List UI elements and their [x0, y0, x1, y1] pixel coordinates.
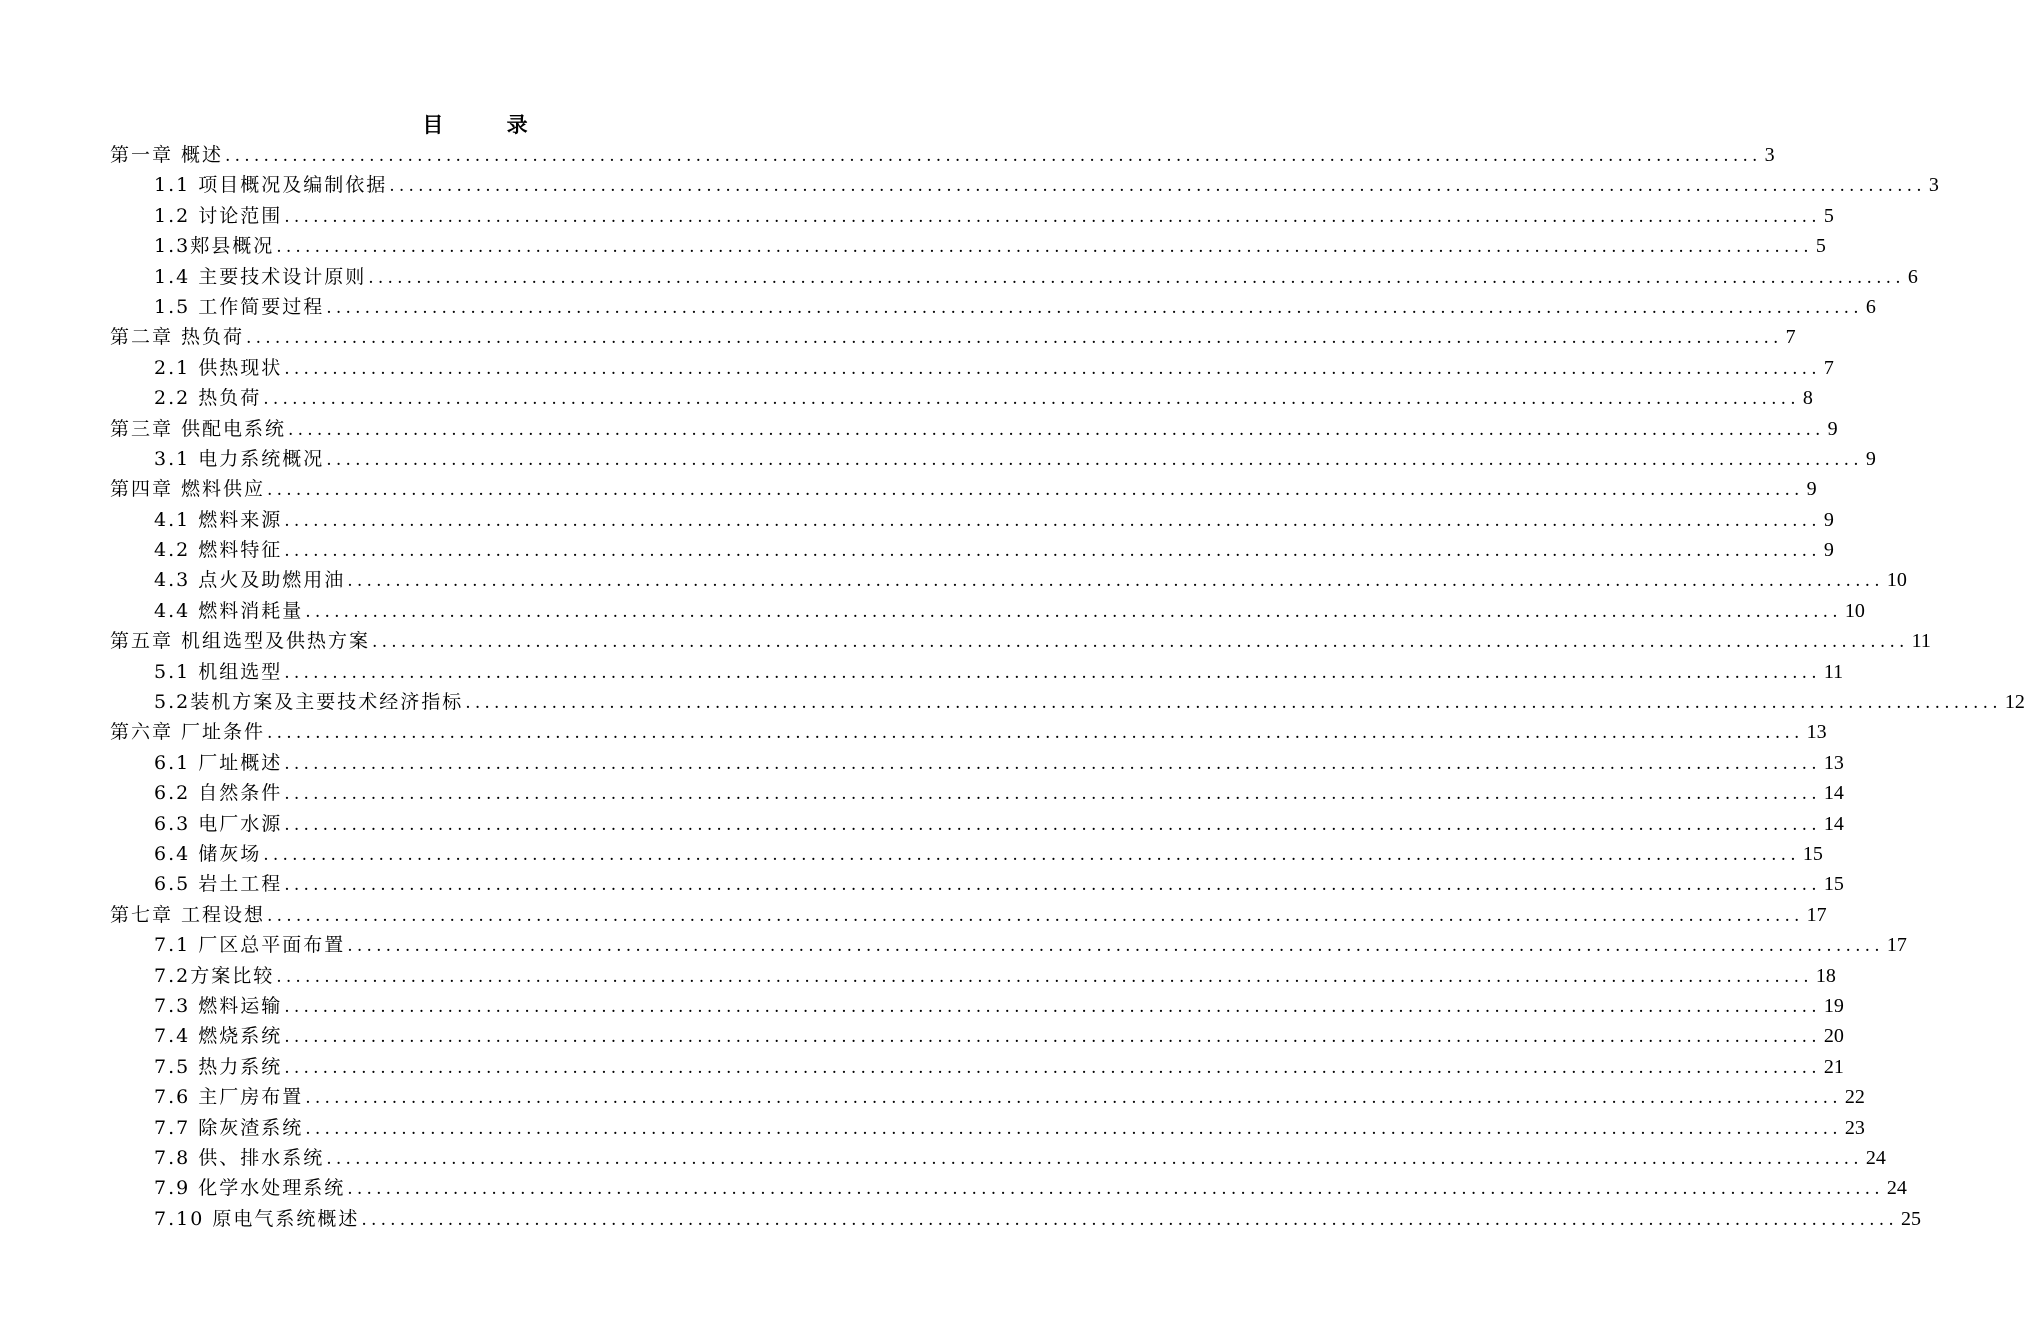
- toc-dot-leader: ................................................................................................................................................................: [284, 875, 1821, 896]
- toc-entry-label: 7.5 热力系统: [154, 1055, 283, 1078]
- toc-dot-leader: ................................................................................................................................................................: [305, 1088, 1842, 1109]
- toc-chapter-entry[interactable]: [110, 900, 1827, 930]
- toc-section-entry[interactable]: [110, 1173, 1907, 1203]
- toc-dot-leader: ................................................................................................................................................................: [326, 1148, 1863, 1169]
- toc-dot-leader: ................................................................................................................................................................: [389, 176, 1926, 197]
- toc-entry-label: 5.2装机方案及主要技术经济指标: [154, 691, 464, 714]
- toc-section-entry[interactable]: [110, 1052, 1844, 1082]
- toc-page-number: 9: [1823, 508, 1834, 531]
- toc-section-entry[interactable]: [110, 292, 1876, 322]
- toc-page-number: 22: [1844, 1086, 1865, 1109]
- toc-section-entry[interactable]: [110, 565, 1907, 595]
- toc-entry-label: 7.7 除灰渣系统: [154, 1116, 304, 1139]
- toc-section-entry[interactable]: [110, 596, 1865, 626]
- toc-entry-label: 4.3 点火及助燃用油: [154, 569, 346, 592]
- toc-entry-label: 4.4 燃料消耗量: [154, 599, 304, 622]
- toc-page-number: 13: [1823, 751, 1844, 774]
- toc-page-number: 9: [1806, 478, 1817, 501]
- toc-page-number: 18: [1815, 964, 1836, 987]
- toc-section-entry[interactable]: [110, 1113, 1865, 1143]
- toc-dot-leader: ................................................................................................................................................................: [326, 449, 1863, 470]
- toc-dot-leader: ................................................................................................................................................................: [276, 966, 1813, 987]
- toc-entry-label: 6.1 厂址概述: [154, 751, 283, 774]
- toc-entry-label: 第二章 热负荷: [110, 326, 245, 349]
- toc-section-entry[interactable]: [110, 809, 1844, 839]
- toc-page-number: 9: [1827, 417, 1838, 440]
- toc-entry-label: 第一章 概述: [110, 144, 224, 166]
- toc-entry-label: 7.2方案比较: [154, 964, 275, 987]
- toc-dot-leader: ................................................................................................................................................................: [368, 267, 1905, 288]
- toc-dot-leader: ................................................................................................................................................................: [225, 146, 1762, 166]
- toc-dot-leader: ................................................................................................................................................................: [326, 297, 1863, 318]
- toc-entry-label: 7.4 燃烧系统: [154, 1025, 283, 1048]
- toc-section-entry[interactable]: [110, 869, 1844, 899]
- toc-entry-label: 6.3 电厂水源: [154, 812, 283, 835]
- toc-entry-label: 7.1 厂区总平面布置: [154, 934, 346, 957]
- toc-section-entry[interactable]: [110, 201, 1834, 231]
- toc-dot-leader: ................................................................................................................................................................: [284, 814, 1821, 835]
- toc-dot-leader: ................................................................................................................................................................: [284, 541, 1821, 562]
- toc-dot-leader: ................................................................................................................................................................: [465, 693, 2002, 714]
- toc-page-number: 13: [1806, 721, 1827, 744]
- toc-entry-label: 7.10 原电气系统概述: [154, 1207, 360, 1230]
- toc-entry-label: 5.1 机组选型: [154, 660, 283, 683]
- toc-entry-label: 第七章 工程设想: [110, 903, 266, 926]
- toc-entry-label: 7.8 供、排水系统: [154, 1146, 325, 1169]
- toc-entry-label: 4.1 燃料来源: [154, 508, 283, 531]
- toc-dot-leader: ................................................................................................................................................................: [361, 1209, 1898, 1230]
- toc-page-number: 7: [1823, 356, 1834, 379]
- toc-dot-leader: ................................................................................................................................................................: [284, 1057, 1821, 1078]
- toc-page-number: 19: [1823, 994, 1844, 1017]
- toc-dot-leader: ................................................................................................................................................................: [347, 1179, 1884, 1200]
- toc-section-entry[interactable]: [110, 961, 1836, 991]
- toc-dot-leader: ................................................................................................................................................................: [284, 1027, 1821, 1048]
- toc-entry-label: 7.9 化学水处理系统: [154, 1177, 346, 1200]
- toc-dot-leader: ................................................................................................................................................................: [284, 753, 1821, 774]
- toc-dot-leader: ................................................................................................................................................................: [284, 358, 1821, 379]
- toc-page-number: 24: [1886, 1177, 1907, 1200]
- toc-dot-leader: ................................................................................................................................................................: [284, 784, 1821, 805]
- toc-section-entry[interactable]: [110, 839, 1823, 869]
- toc-section-entry[interactable]: [110, 170, 1939, 200]
- toc-entry-label: 2.2 热负荷: [154, 387, 262, 410]
- toc-list: [110, 140, 2025, 1234]
- toc-dot-leader: ................................................................................................................................................................: [246, 328, 1783, 349]
- toc-dot-leader: ................................................................................................................................................................: [284, 206, 1821, 227]
- toc-section-entry[interactable]: [110, 231, 1826, 261]
- toc-page-number: 6: [1907, 265, 1918, 288]
- toc-section-entry[interactable]: [110, 444, 1876, 474]
- toc-dot-leader: ................................................................................................................................................................: [305, 601, 1842, 622]
- toc-section-entry[interactable]: [110, 1082, 1865, 1112]
- toc-entry-label: 6.4 储灰场: [154, 842, 262, 865]
- toc-page-number: 17: [1806, 903, 1827, 926]
- toc-page-number: 21: [1823, 1055, 1844, 1078]
- toc-dot-leader: ................................................................................................................................................................: [267, 723, 1804, 744]
- toc-title: 目 录: [422, 112, 556, 137]
- toc-section-entry[interactable]: [110, 505, 1834, 535]
- toc-dot-leader: ................................................................................................................................................................: [305, 1118, 1842, 1139]
- toc-page-number: 6: [1865, 295, 1876, 318]
- toc-entry-label: 3.1 电力系统概况: [154, 447, 325, 470]
- toc-page-number: 15: [1802, 842, 1823, 865]
- toc-section-entry[interactable]: [110, 687, 2025, 717]
- toc-page-number: 10: [1886, 569, 1907, 592]
- toc-page-number: 8: [1802, 387, 1813, 410]
- toc-page-number: 23: [1844, 1116, 1865, 1139]
- toc-section-entry[interactable]: [110, 778, 1844, 808]
- toc-section-entry[interactable]: [110, 1021, 1844, 1051]
- toc-dot-leader: ................................................................................................................................................................: [263, 844, 1800, 865]
- toc-dot-leader: ................................................................................................................................................................: [288, 419, 1825, 440]
- toc-section-entry[interactable]: [110, 262, 1918, 292]
- toc-entry-label: 1.5 工作简要过程: [154, 295, 325, 318]
- toc-dot-leader: ................................................................................................................................................................: [263, 389, 1800, 410]
- toc-page-number: 11: [1823, 660, 1844, 683]
- toc-chapter-entry[interactable]: [110, 717, 1827, 747]
- toc-entry-label: 1.1 项目概况及编制依据: [154, 174, 388, 197]
- toc-page-number: 3: [1928, 174, 1939, 197]
- toc-page-number: 5: [1815, 235, 1826, 258]
- toc-entry-label: 7.6 主厂房布置: [154, 1086, 304, 1109]
- toc-entry-label: 第三章 供配电系统: [110, 417, 287, 440]
- toc-section-entry[interactable]: [110, 1204, 1921, 1234]
- toc-dot-leader: ................................................................................................................................................................: [284, 996, 1821, 1017]
- toc-entry-label: 第四章 燃料供应: [110, 478, 266, 501]
- toc-page-number: 11: [1911, 630, 1931, 653]
- toc-page-number: 20: [1823, 1025, 1844, 1048]
- toc-entry-label: 7.3 燃料运输: [154, 994, 283, 1017]
- toc-entry-label: 第五章 机组选型及供热方案: [110, 630, 371, 653]
- toc-page-number: 17: [1886, 934, 1907, 957]
- toc-section-entry[interactable]: [110, 535, 1834, 565]
- toc-page-number: 14: [1823, 782, 1844, 805]
- toc-page-number: 12: [2004, 691, 2025, 714]
- toc-page-number: 24: [1865, 1146, 1886, 1169]
- toc-section-entry[interactable]: [110, 1143, 1886, 1173]
- toc-section-entry[interactable]: [110, 991, 1844, 1021]
- toc-chapter-entry[interactable]: [110, 474, 1817, 504]
- toc-dot-leader: ................................................................................................................................................................: [347, 936, 1884, 957]
- toc-entry-label: 1.4 主要技术设计原则: [154, 265, 367, 288]
- toc-entry-label: 6.2 自然条件: [154, 782, 283, 805]
- toc-page-number: 9: [1865, 447, 1876, 470]
- toc-dot-leader: ................................................................................................................................................................: [284, 510, 1821, 531]
- toc-entry-label: 1.3郏县概况: [154, 235, 275, 258]
- toc-dot-leader: ................................................................................................................................................................: [372, 632, 1909, 653]
- toc-page-number: 3: [1764, 144, 1775, 166]
- toc-section-entry[interactable]: [110, 930, 1907, 960]
- toc-section-entry[interactable]: [110, 748, 1844, 778]
- toc-entry-label: 6.5 岩土工程: [154, 873, 283, 896]
- toc-chapter-entry[interactable]: [110, 322, 1796, 352]
- toc-entry-label: 4.2 燃料特征: [154, 539, 283, 562]
- toc-section-entry[interactable]: [110, 383, 1813, 413]
- toc-dot-leader: ................................................................................................................................................................: [267, 480, 1804, 501]
- toc-chapter-entry[interactable]: [110, 414, 1838, 444]
- toc-page-number: 14: [1823, 812, 1844, 835]
- toc-dot-leader: ................................................................................................................................................................: [347, 571, 1884, 592]
- toc-entry-label: 1.2 讨论范围: [154, 204, 283, 227]
- toc-section-entry[interactable]: [110, 657, 1844, 687]
- toc-chapter-entry[interactable]: [110, 626, 1931, 656]
- toc-page-number: 5: [1823, 204, 1834, 227]
- toc-page-number: 9: [1823, 539, 1834, 562]
- toc-dot-leader: ................................................................................................................................................................: [284, 662, 1821, 683]
- toc-chapter-entry[interactable]: [110, 140, 1775, 170]
- toc-entry-label: 2.1 供热现状: [154, 356, 283, 379]
- toc-page-number: 7: [1785, 326, 1796, 349]
- toc-dot-leader: ................................................................................................................................................................: [267, 905, 1804, 926]
- toc-entry-label: 第六章 厂址条件: [110, 721, 266, 744]
- toc-page-number: 10: [1844, 599, 1865, 622]
- toc-dot-leader: ................................................................................................................................................................: [276, 237, 1813, 258]
- toc-section-entry[interactable]: [110, 353, 1834, 383]
- toc-page-number: 15: [1823, 873, 1844, 896]
- toc-page-number: 25: [1900, 1207, 1921, 1230]
